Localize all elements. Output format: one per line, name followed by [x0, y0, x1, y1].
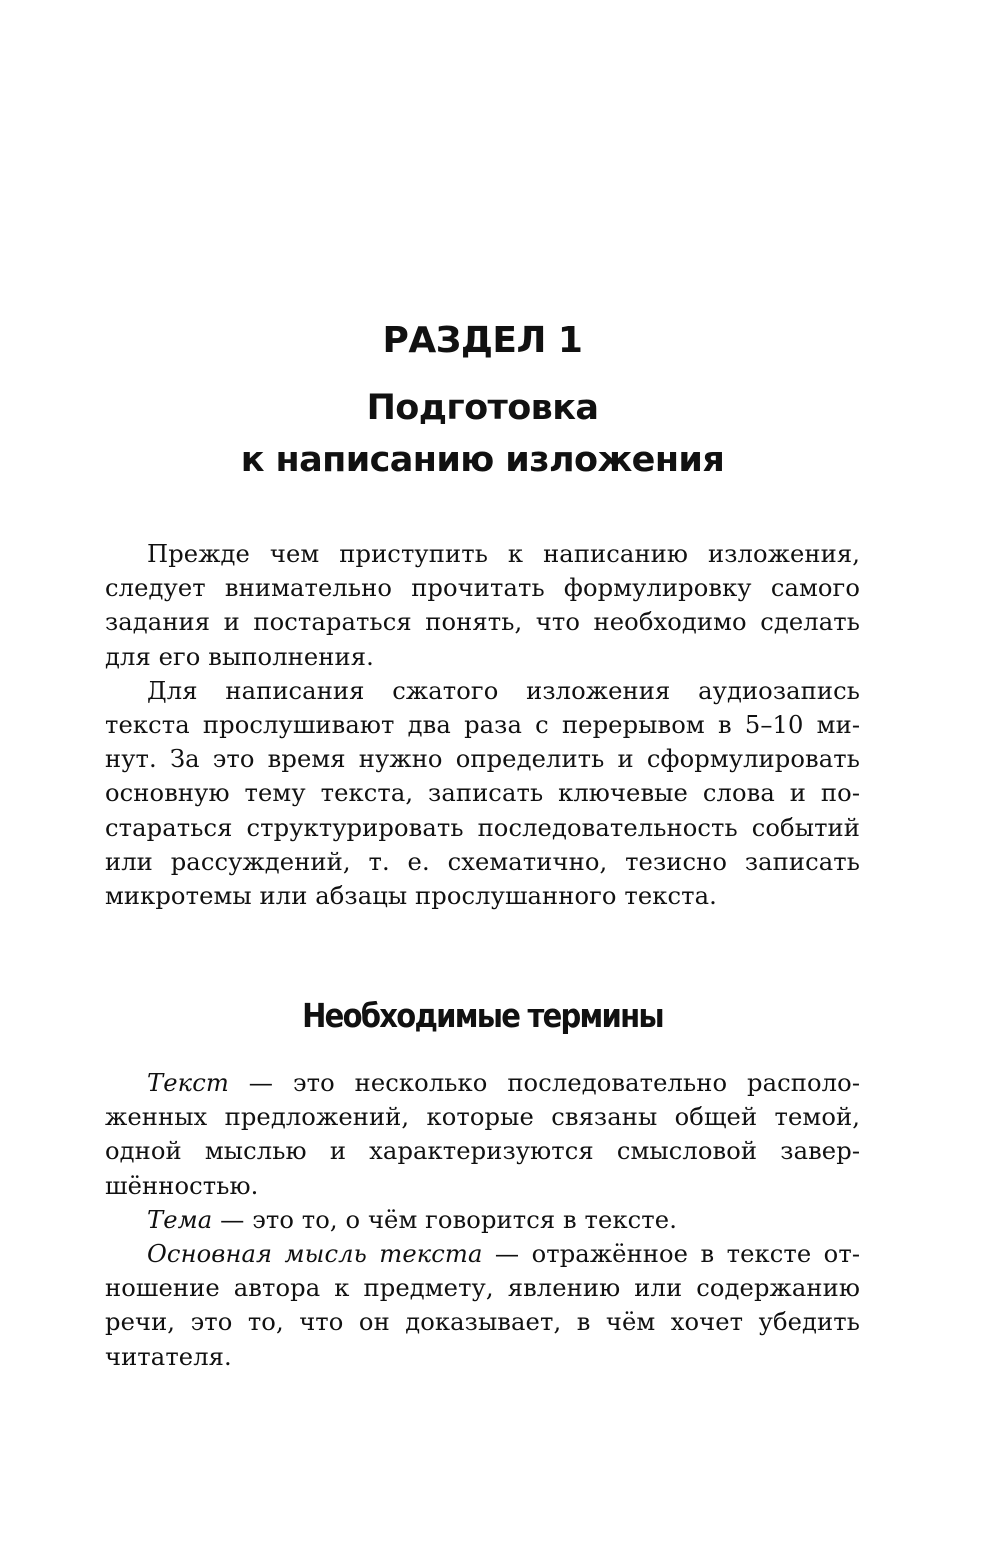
term-description: — это несколько последовательно расположенных предложений, которые связаны общей темой, одной мыслью и характеризуются смысловой завершённостью.	[105, 1069, 860, 1200]
term-name: Тема	[147, 1205, 213, 1234]
chapter-title-line-1: Подготовка	[366, 388, 599, 428]
terms-heading: Необходимые термины	[302, 996, 663, 1035]
intro-paragraph-2: Для написания сжатого изложения аудиозапись текста прослушивают два раза с перерывом в 5–10 минут. За это время нужно определить и сформулировать основную тему текста, записать ключевые слова и постараться структурировать последовательность событий или рассуждений, т. е. схематично, тезисно записать микротемы или абзацы прослушанного текста.	[105, 676, 860, 911]
term-definition-text	[105, 1066, 860, 1203]
section-label: РАЗДЕЛ 1	[382, 320, 583, 361]
chapter-title	[105, 382, 860, 486]
term-description: — это то, о чём говорится в тексте.	[212, 1205, 677, 1234]
term-definition-main-idea	[105, 1237, 860, 1374]
term-definition-theme	[105, 1203, 860, 1237]
intro-text	[105, 537, 860, 913]
chapter-title-line-2: к написанию изложения	[240, 440, 725, 480]
intro-paragraph-1: Прежде чем приступить к написанию изложения, следует внимательно прочитать формулировку самого задания и постараться понять, что необходимо сделать для его выполнения.	[105, 540, 860, 671]
terms-list	[105, 1066, 860, 1374]
term-name: Основная мысль текста	[147, 1240, 483, 1269]
term-name: Текст	[147, 1069, 229, 1097]
term-description: — отражённое в тексте отношение автора к предмету, явлению или содержанию речи, это то, что он доказывает, в чём хочет убедить читателя.	[105, 1240, 860, 1371]
